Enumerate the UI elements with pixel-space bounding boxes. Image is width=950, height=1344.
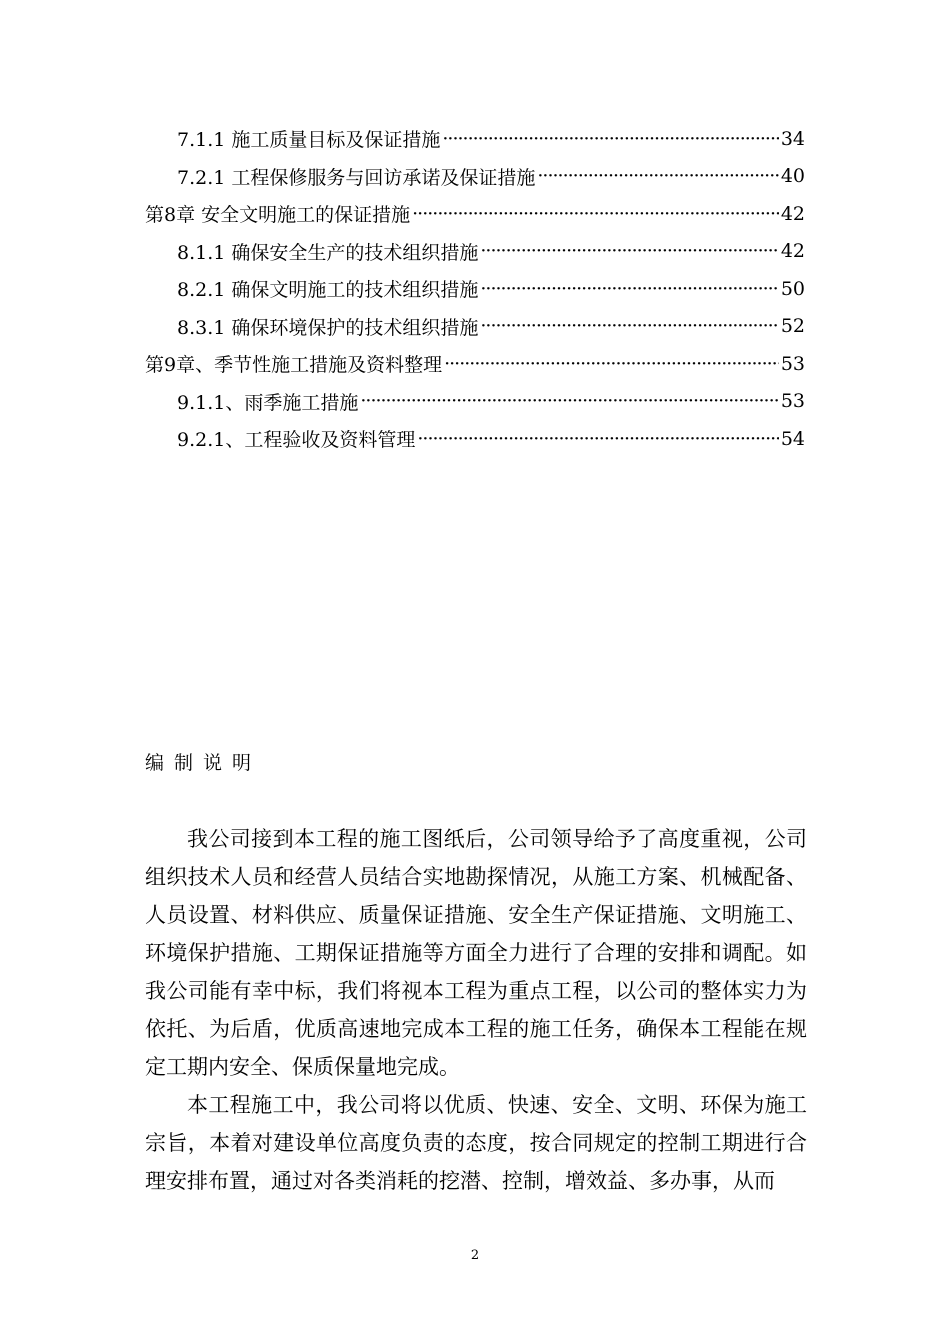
toc-entry-title: 第8章 安全文明施工的保证措施 [145, 204, 411, 227]
toc-entry-page: 54 [780, 427, 805, 450]
toc-entry-page: 40 [780, 165, 805, 188]
toc-entry-page: 42 [780, 202, 805, 225]
toc-entry[interactable] [145, 308, 805, 346]
toc-dot-leader [442, 128, 778, 150]
toc-entry-page: 50 [780, 277, 805, 300]
toc-entry[interactable] [145, 233, 805, 271]
toc-dot-leader [417, 428, 778, 450]
toc-entry-chapter[interactable] [145, 345, 805, 383]
toc-entry-title: 9.1.1、雨季施工措施 [177, 391, 359, 414]
toc-entry[interactable] [145, 120, 805, 158]
toc-entry-chapter[interactable] [145, 195, 805, 233]
toc-entry-title: 7.1.1 施工质量目标及保证措施 [177, 129, 441, 152]
toc-entry-page: 42 [780, 240, 805, 263]
toc-entry-title: 9.2.1、工程验收及资料管理 [177, 429, 416, 452]
toc-dot-leader [360, 390, 778, 412]
toc-entry[interactable] [145, 270, 805, 308]
toc-entry-title: 8.2.1 确保文明施工的技术组织措施 [177, 279, 479, 302]
toc-dot-leader [480, 278, 778, 300]
toc-entry-title: 8.3.1 确保环境保护的技术组织措施 [177, 316, 479, 339]
toc-entry[interactable] [145, 420, 805, 458]
toc-dot-leader [444, 353, 779, 375]
paragraph: 我公司接到本工程的施工图纸后，公司领导给予了高度重视，公司组织技术人员和经营人员结合实地勘探情况，从施工方案、机械配备、人员设置、材料供应、质量保证措施、安全生产保证措施、文明施工、环境保护措施、工期保证措施等方面全力进行了合理的安排和调配。如我公司能有幸中标，我们将视本工程为重点工程，以公司的整体实力为依托、为后盾，优质高速地完成本工程的施工任务，确保本工程能在规定工期内安全、保质保量地完成。 [145, 827, 807, 1079]
toc-dot-leader [480, 315, 778, 337]
body-text [145, 820, 807, 1200]
paragraph: 本工程施工中，我公司将以优质、快速、安全、文明、环保为施工宗旨，本着对建设单位高度负责的态度，按合同规定的控制工期进行合理安排布置，通过对各类消耗的挖潜、控制，增效益、多办事，从而 [145, 1093, 807, 1193]
toc-dot-leader [480, 240, 778, 262]
toc-entry-page: 52 [780, 315, 805, 338]
toc-entry-page: 53 [780, 352, 805, 375]
toc-entry[interactable] [145, 158, 805, 196]
table-of-contents [145, 120, 805, 458]
page-number: 2 [470, 1248, 480, 1263]
toc-entry[interactable] [145, 383, 805, 421]
toc-dot-leader [537, 165, 778, 187]
toc-dot-leader [412, 203, 779, 225]
toc-entry-title: 第9章、季节性施工措施及资料整理 [145, 354, 443, 377]
toc-entry-page: 34 [780, 127, 805, 150]
toc-entry-title: 8.1.1 确保安全生产的技术组织措施 [177, 241, 479, 264]
toc-entry-title: 7.2.1 工程保修服务与回访承诺及保证措施 [177, 166, 536, 189]
section-heading: 编制说明 [145, 752, 262, 774]
toc-entry-page: 53 [780, 390, 805, 413]
